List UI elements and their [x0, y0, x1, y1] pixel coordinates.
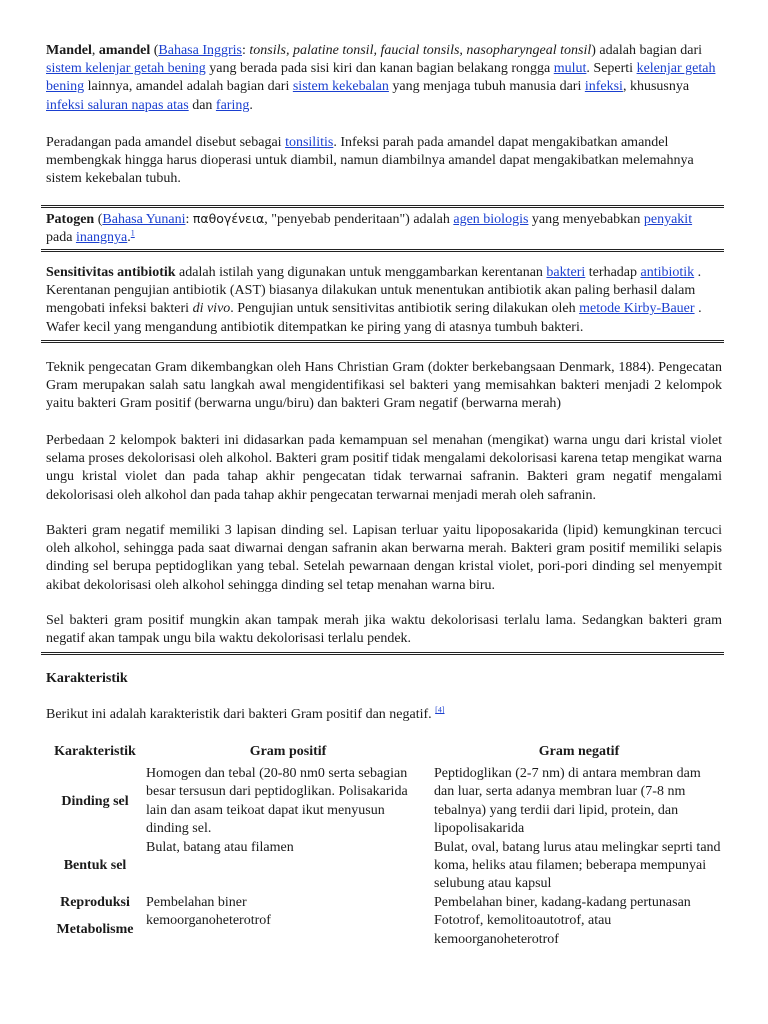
table-row [46, 839, 726, 894]
link-metode-kirby-bauer[interactable]: metode Kirby-Bauer [579, 301, 695, 317]
gram-negative-cell: Fototrof, kemolitoautotrof, atau kemoorganoheterotrof [434, 913, 612, 947]
link-agen-biologis[interactable]: agen biologis [453, 212, 529, 227]
term-mandel: Mandel [46, 43, 92, 58]
footnote-ref-4[interactable]: [4] [435, 705, 445, 715]
link-tonsilitis[interactable]: tonsilitis [285, 135, 334, 150]
link-infeksi[interactable]: infeksi [584, 79, 623, 95]
greek-term: παθογένεια [192, 211, 265, 226]
section-divider [41, 340, 724, 343]
row-label: Bentuk sel [63, 858, 127, 874]
term-amandel: amandel [98, 43, 151, 58]
link-penyakit[interactable]: penyakit [643, 212, 693, 227]
table-row [46, 765, 726, 839]
table-row [46, 894, 726, 912]
link-sistem-kelenjar-getah-bening[interactable]: sistem kelenjar getah bening [46, 61, 206, 77]
link-kelenjar-getah-bening[interactable]: kelenjar getah bening [46, 61, 716, 95]
gram-positive-cell: Bulat, batang atau filamen [146, 839, 294, 855]
table-header-row [46, 743, 726, 765]
column-header: Gram negatif [538, 744, 620, 759]
section-divider [41, 205, 724, 208]
gram-negative-cell: Bulat, oval, batang lurus atau melingkar seprti tand koma, heliks atau filamen; beberapa mempunyai selubung atau kapsul [434, 839, 721, 892]
link-infeksi-saluran-napas-atas[interactable]: infeksi saluran napas atas [46, 97, 189, 113]
column-header: Karakteristik [54, 744, 136, 759]
row-label: Reproduksi [60, 894, 130, 910]
gram-positive-cell: kemoorganoheterotrof [146, 913, 271, 929]
gram-negative-cell: Pembelahan biner, kadang-kadang pertunasan [434, 894, 691, 910]
gram-stain-paragraph-4: Sel bakteri gram positif mungkin akan tampak merah jika waktu dekolorisasi terlalu lama. Sedangkan bakteri gram negatif akan tampak ungu bila waktu dekolorisasi terlalu pendek. [46, 613, 722, 647]
italic-di-vivo: di vivo [192, 301, 231, 317]
link-antibiotik[interactable]: antibiotik [640, 265, 695, 280]
gram-stain-paragraph-3: Bakteri gram negatif memiliki 3 lapisan dinding sel. Lapisan terluar yaitu lipoposakarida (lipid) kemungkinan tercuci oleh alkohol, sehingga pada saat diwarnai dengan safranin akan berwarna merah. Bakteri gram positif memiliki selapis dinding sel berupa peptidoglikan yang tebal. Setelah pewarnaan dengan kristal violet, pori-pori dinding sel menyempit akibat dekolorisasi oleh alkohol sehingga dinding sel tetap menahan warna biru. [46, 523, 722, 593]
term-patogen: Patogen [46, 212, 95, 227]
gram-positive-cell: Pembelahan biner [146, 894, 247, 910]
characteristics-table [46, 743, 726, 949]
column-header: Gram positif [249, 744, 327, 759]
table-row [46, 912, 726, 949]
pathogen-paragraph: Patogen (Bahasa Yunani: παθογένεια, "penyebab penderitaan") adalah agen biologis yang menyebabkan penyakit pada inangnya.$^1$ [46, 211, 693, 246]
link-bahasa-inggris[interactable]: Bahasa Inggris [158, 43, 242, 58]
gram-negative-cell: Peptidoglikan (2-7 nm) di antara membran dam dan luar, serta adanya membran luar (7-8 nm tebalnya) yang terdii dari lipid, protein, dan lipopolisakarida [434, 766, 701, 837]
term-sensitivitas-antibiotik: Sensitivitas antibiotik [46, 265, 176, 280]
tonsilitis-paragraph: Peradangan pada amandel disebut sebagai tonsilitis. Infeksi parah pada amandel dapat mengakibatkan amandel membengkak hingga harus dioperasi untuk diambil, namun diambilnya amandel dapat mengakibatkan melemahnya sistem kekebalan tubuh. [46, 135, 694, 187]
characteristics-intro: Berikut ini adalah karakteristik dari bakteri Gram positif dan negatif. [4] [46, 705, 445, 722]
row-label: Metabolisme [56, 922, 134, 938]
section-divider [41, 249, 724, 252]
gram-positive-cell: Homogen dan tebal (20-80 nm0 serta sebagian besar tersusun dari peptidoglikan. Polisakarida lain dan asam teikoat dapat ikut menyusun dinding sel. [146, 766, 408, 837]
tonsil-intro-paragraph: Mandel, amandel (Bahasa Inggris: tonsils, palatine tonsil, faucial tonsils, nasopharyngeal tonsil) adalah bagian dari sistem kelenjar getah bening yang berada pada sisi kiri dan kanan bagian belakang rongga mulut. Seperti kelenjar getah bening lainnya, amandel adalah bagian dari sistem kekebalan yang menjaga tubuh manusia dari infeksi, khususnya infeksi saluran napas atas dan faring. [46, 43, 716, 113]
row-label: Dinding sel [61, 793, 129, 809]
footnote-ref-1[interactable]: 1 [130, 228, 135, 238]
section-divider [41, 652, 724, 655]
link-mulut[interactable]: mulut [553, 61, 587, 77]
link-bakteri[interactable]: bakteri [546, 265, 586, 280]
english-terms: tonsils, palatine tonsil, faucial tonsils, nasopharyngeal tonsil [249, 43, 592, 58]
link-bahasa-yunani[interactable]: Bahasa Yunani [102, 212, 186, 227]
link-inangnya[interactable]: inangnya [75, 230, 128, 246]
link-sistem-kekebalan[interactable]: sistem kekebalan [292, 79, 389, 95]
gram-stain-paragraph-2: Perbedaan 2 kelompok bakteri ini didasarkan pada kemampuan sel menahan (mengikat) warna ungu dari kristal violet selama proses dekolorisasi oleh alkohol. Bakteri gram positif tidak mengalami dekolorisasi karena tetap mengikat warna ungu kristal violet dan pada tahap akhir pengecatan tidak terwarnai safranin. Bakteri gram negatif mengalami dekolorisasi oleh alkohol dan pada tahap akhir pengecatan terwarnai menjadi merah oleh safranin. [46, 433, 722, 503]
section-heading-karakteristik: Karakteristik [46, 671, 128, 686]
link-faring[interactable]: faring [215, 97, 250, 113]
antibiotic-sensitivity-paragraph: Sensitivitas antibiotik adalah istilah yang digunakan untuk menggambarkan kerentanan bakteri terhadap antibiotik . Kerentanan pengujian antibiotik (AST) biasanya dilakukan untuk menentukan antibiotik akan paling berhasil dalam mengobati infeksi bakteri di vivo. Pengujian untuk sensitivitas antibiotik sering dilakukan oleh metode Kirby-Bauer . Wafer kecil yang mengandung antibiotik ditempatkan ke piring yang di atasnya tumbuh bakteri. [46, 265, 702, 335]
gram-stain-paragraph-1: Teknik pengecatan Gram dikembangkan oleh Hans Christian Gram (dokter berkebangsaan Denmark, 1884). Pengecatan Gram merupakan salah satu langkah awal mengidentifikasi sel bakteri yang memisahkan bakteri menjadi 2 kelompok yaitu bakteri Gram positif (berwarna ungu/biru) dan bakteri Gram negatif (berwarna merah) [46, 360, 722, 412]
